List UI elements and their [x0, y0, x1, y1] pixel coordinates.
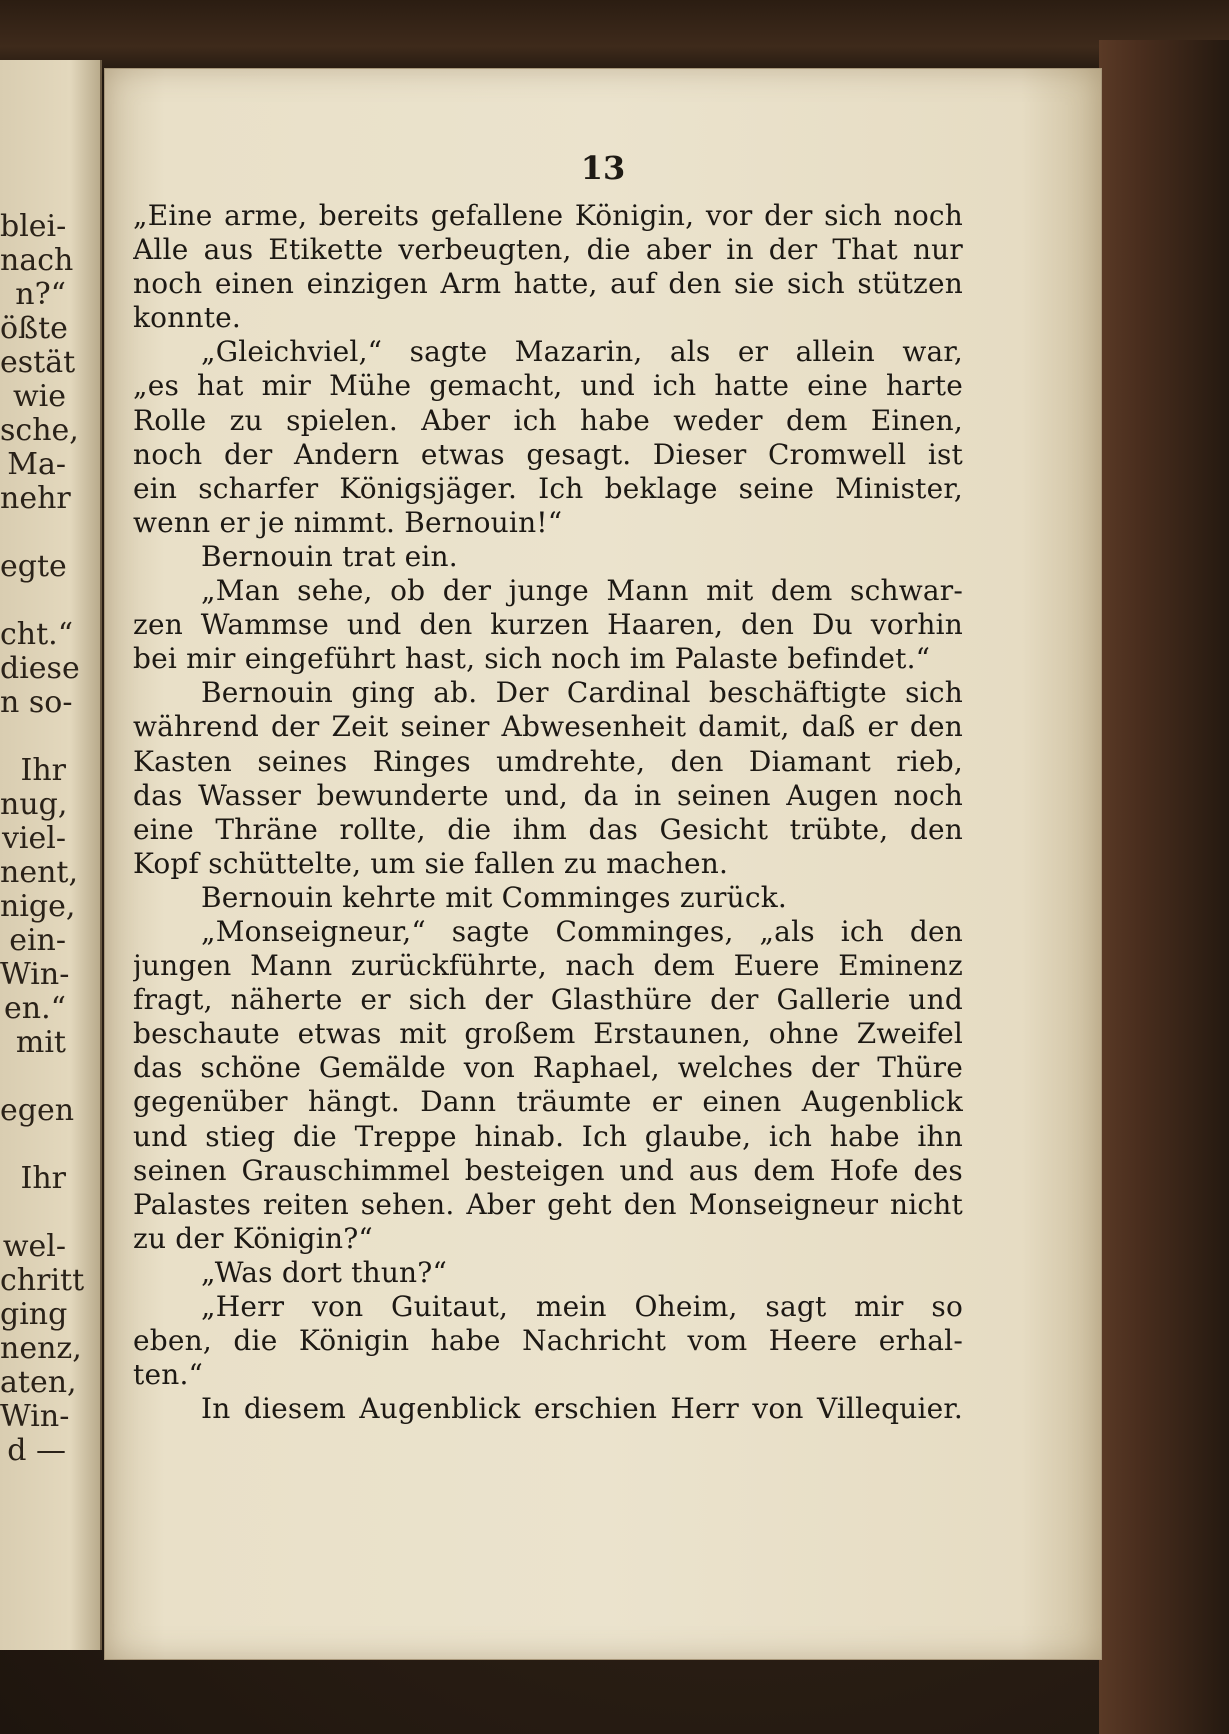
page-number: 13 — [580, 149, 626, 187]
text-line: Kasten seines Ringes umdrehte, den Diamant rieb, — [133, 744, 963, 778]
text-line: noch der Andern etwas gesagt. Dieser Cromwell ist — [133, 437, 963, 471]
facing-page-fragment: diese — [0, 651, 80, 686]
facing-page-fragment: ößte — [0, 311, 68, 346]
facing-page-fragment — [0, 516, 100, 550]
text-line: beschaute etwas mit großem Erstaunen, ohne Zweifel — [133, 1017, 963, 1051]
facing-page-fragment: sche, — [0, 413, 79, 448]
page-text-block — [133, 199, 963, 1426]
facing-page-fragment: Win- — [0, 1399, 70, 1434]
text-line: konnte. — [133, 301, 242, 335]
text-line: jungen Mann zurückführte, nach dem Euere Eminenz — [133, 949, 963, 983]
facing-page-fragment: viel- — [1, 821, 66, 856]
facing-page-fragment: Ma- — [7, 447, 66, 482]
text-line: Rolle zu spielen. Aber ich habe weder dem Einen, — [133, 403, 963, 437]
text-line: das Wasser bewunderte und, da in seinen Augen noch — [133, 778, 963, 812]
facing-page-fragment: en.“ — [4, 991, 66, 1026]
facing-page-text — [0, 210, 100, 1468]
facing-page-fragment: ging — [0, 1297, 68, 1332]
text-line: seinen Grauschimmel besteigen und aus dem Hofe des — [133, 1153, 963, 1187]
text-line: eine Thräne rollte, die ihm das Gesicht trübte, den — [133, 812, 963, 846]
facing-page-fragment: n?“ — [15, 277, 66, 312]
facing-page-fragment: chritt — [0, 1263, 85, 1298]
text-line: „Herr von Guitaut, mein Oheim, sagt mir so — [201, 1290, 963, 1323]
text-line: „Gleichviel,“ sagte Mazarin, als er allein war, — [201, 335, 963, 369]
text-line: Bernouin ging ab. Der Cardinal beschäftigte sich — [201, 676, 963, 710]
text-line: Bernouin trat ein. — [201, 539, 458, 573]
text-line: „es hat mir Mühe gemacht, und ich hatte eine harte — [133, 369, 963, 403]
text-line: gegenüber hängt. Dann träumte er einen Augenblick — [133, 1085, 963, 1119]
text-line: „Man sehe, ob der junge Mann mit dem schwar- — [201, 574, 963, 608]
text-line: fragt, näherte er sich der Glasthüre der Gallerie und — [133, 983, 963, 1017]
text-line: Kopf schüttelte, um sie fallen zu machen. — [133, 846, 729, 880]
text-line: zu der Königin?“ — [133, 1221, 373, 1255]
facing-page-fragment: blei- — [0, 209, 67, 244]
text-line: „Was dort thun?“ — [201, 1255, 448, 1289]
facing-page-fragment: estät — [0, 345, 76, 380]
text-line: Palastes reiten sehen. Aber geht den Monseigneur nicht — [133, 1187, 963, 1221]
text-line: eben, die Königin habe Nachricht vom Heere erhal- — [133, 1324, 963, 1358]
facing-page-fragment: nach — [0, 243, 74, 278]
text-line: „Eine arme, bereits gefallene Königin, vor der sich noch — [133, 199, 963, 232]
text-line: wenn er je nimmt. Bernouin!“ — [133, 505, 563, 539]
text-line: ein scharfer Königsjäger. Ich beklage seine Minister, — [133, 471, 963, 505]
facing-page-fragment: mit — [15, 1025, 66, 1060]
text-line: ten.“ — [133, 1358, 204, 1392]
book-page — [104, 68, 1102, 1660]
book-cover-top-edge — [0, 0, 1229, 78]
facing-page-fragment — [0, 720, 100, 754]
text-line: und stieg die Treppe hinab. Ich glaube, ich habe ihn — [133, 1119, 963, 1153]
facing-page-fragment: ein- — [9, 923, 66, 958]
text-line: „Monseigneur,“ sagte Comminges, „als ich den — [201, 914, 963, 948]
text-line: Alle aus Etikette verbeugten, die aber in der That nur — [133, 233, 963, 267]
text-line: während der Zeit seiner Abwesenheit damit, daß er den — [133, 710, 963, 744]
facing-page-fragment: nenz, — [0, 1331, 82, 1366]
text-line: noch einen einzigen Arm hatte, auf den sie sich stützen — [133, 267, 963, 301]
text-line: Bernouin kehrte mit Comminges zurück. — [201, 880, 787, 914]
facing-page-fragment: nige, — [0, 889, 76, 924]
facing-page-fragment: wie — [12, 379, 66, 414]
facing-page-fragment: nug, — [0, 787, 68, 822]
facing-page-fragment: Ihr — [20, 1161, 66, 1196]
text-line: das schöne Gemälde von Raphael, welches der Thüre — [133, 1051, 963, 1085]
facing-page-fragment: nehr — [0, 481, 71, 516]
facing-page-fragment: egte — [0, 549, 67, 584]
book-cover-right-edge — [1099, 40, 1229, 1734]
facing-page-fragment — [0, 1128, 100, 1162]
facing-page-fragment: egen — [0, 1093, 75, 1128]
text-line: In diesem Augenblick erschien Herr von Villequier. — [201, 1392, 963, 1426]
facing-page-fragment: Win- — [0, 957, 70, 992]
facing-page-fragment: nent, — [0, 855, 78, 890]
facing-page-fragment: Ihr — [20, 753, 66, 788]
text-line: zen Wammse und den kurzen Haaren, den Du vorhin — [133, 608, 963, 642]
text-line: bei mir eingeführt hast, sich noch im Palaste befindet.“ — [133, 642, 931, 676]
facing-page-fragment: d — — [7, 1433, 66, 1468]
facing-page-fragment: aten, — [0, 1365, 77, 1400]
facing-page-fragment: wel- — [2, 1229, 66, 1264]
facing-page-fragment — [0, 1060, 100, 1094]
facing-page-fragment: cht.“ — [0, 617, 74, 652]
facing-page-fragment — [0, 1196, 100, 1230]
facing-page-fragment: n so- — [0, 685, 73, 720]
facing-page-edge — [0, 60, 102, 1650]
facing-page-fragment — [0, 584, 100, 618]
